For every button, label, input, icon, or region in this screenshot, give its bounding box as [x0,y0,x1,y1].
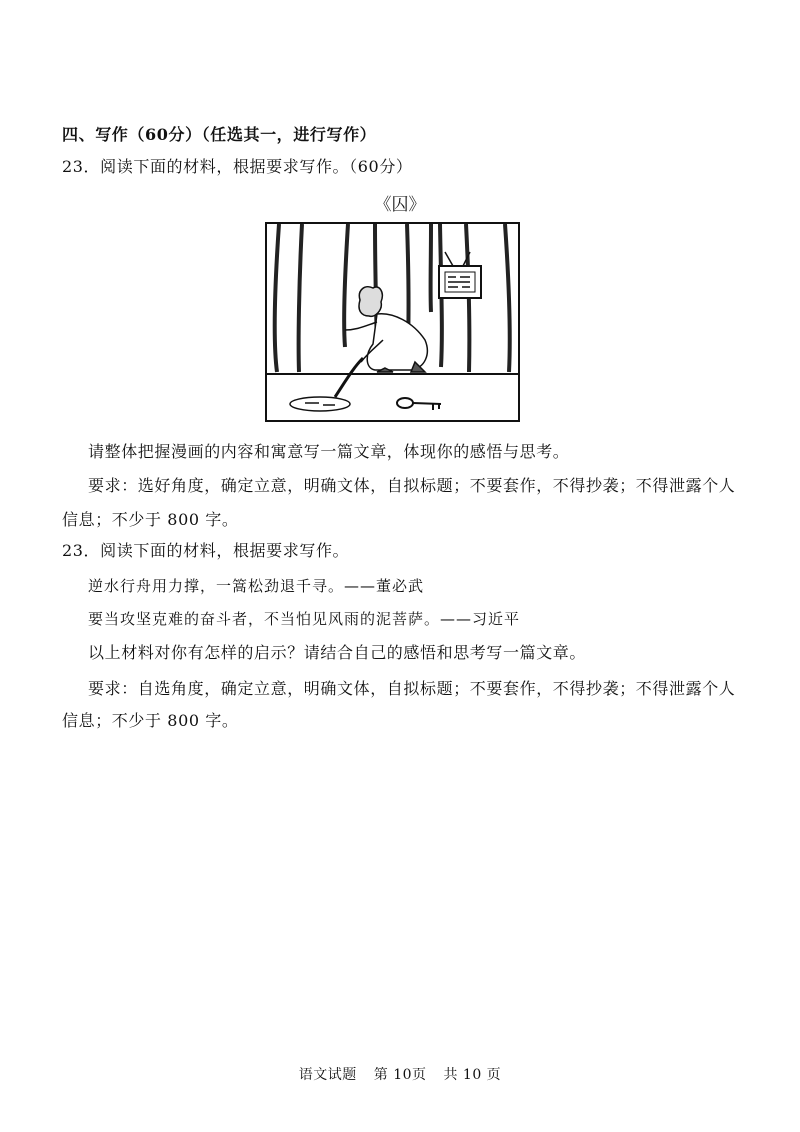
page-footer [0,1064,800,1084]
footer-page-number: 第 10页 [373,1067,427,1083]
cartoon-title: 《囚》 [374,195,426,215]
footer-subject: 语文试题 [298,1067,357,1083]
cartoon-illustration [265,222,520,422]
q2-instruction: 以上材料对你有怎样的启示？请结合自己的感悟和思考写一篇文章。 [88,643,587,662]
q2-prompt: 23．阅读下面的材料，根据要求写作。 [62,541,350,560]
section-heading: 四、写作（60分）（任选其一，进行写作） [62,125,377,144]
q2-requirement-line2: 信息；不少于 800 字。 [62,711,239,730]
footer-total-pages: 共 10 页 [443,1067,502,1083]
q2-quote-2: 要当攻坚克难的奋斗者，不当怕见风雨的泥菩萨。——习近平 [88,610,521,628]
q1-requirement-line2: 信息；不少于 800 字。 [62,510,239,529]
paper-on-floor [290,397,350,411]
q2-quote-1: 逆水行舟用力撑，一篙松劲退千寻。——董必武 [88,577,425,595]
q1-instruction: 请整体把握漫画的内容和寓意写一篇文章，体现你的感悟与思考。 [88,442,570,461]
q1-prompt: 23．阅读下面的材料，根据要求写作。（60分） [62,157,413,176]
q2-requirement-line1: 要求：自选角度，确定立意，明确文体，自拟标题；不要套作，不得抄袭；不得泄露个人 [88,679,736,698]
q1-requirement-line1: 要求：选好角度，确定立意，明确文体，自拟标题；不要套作，不得抄袭；不得泄露个人 [88,476,736,495]
